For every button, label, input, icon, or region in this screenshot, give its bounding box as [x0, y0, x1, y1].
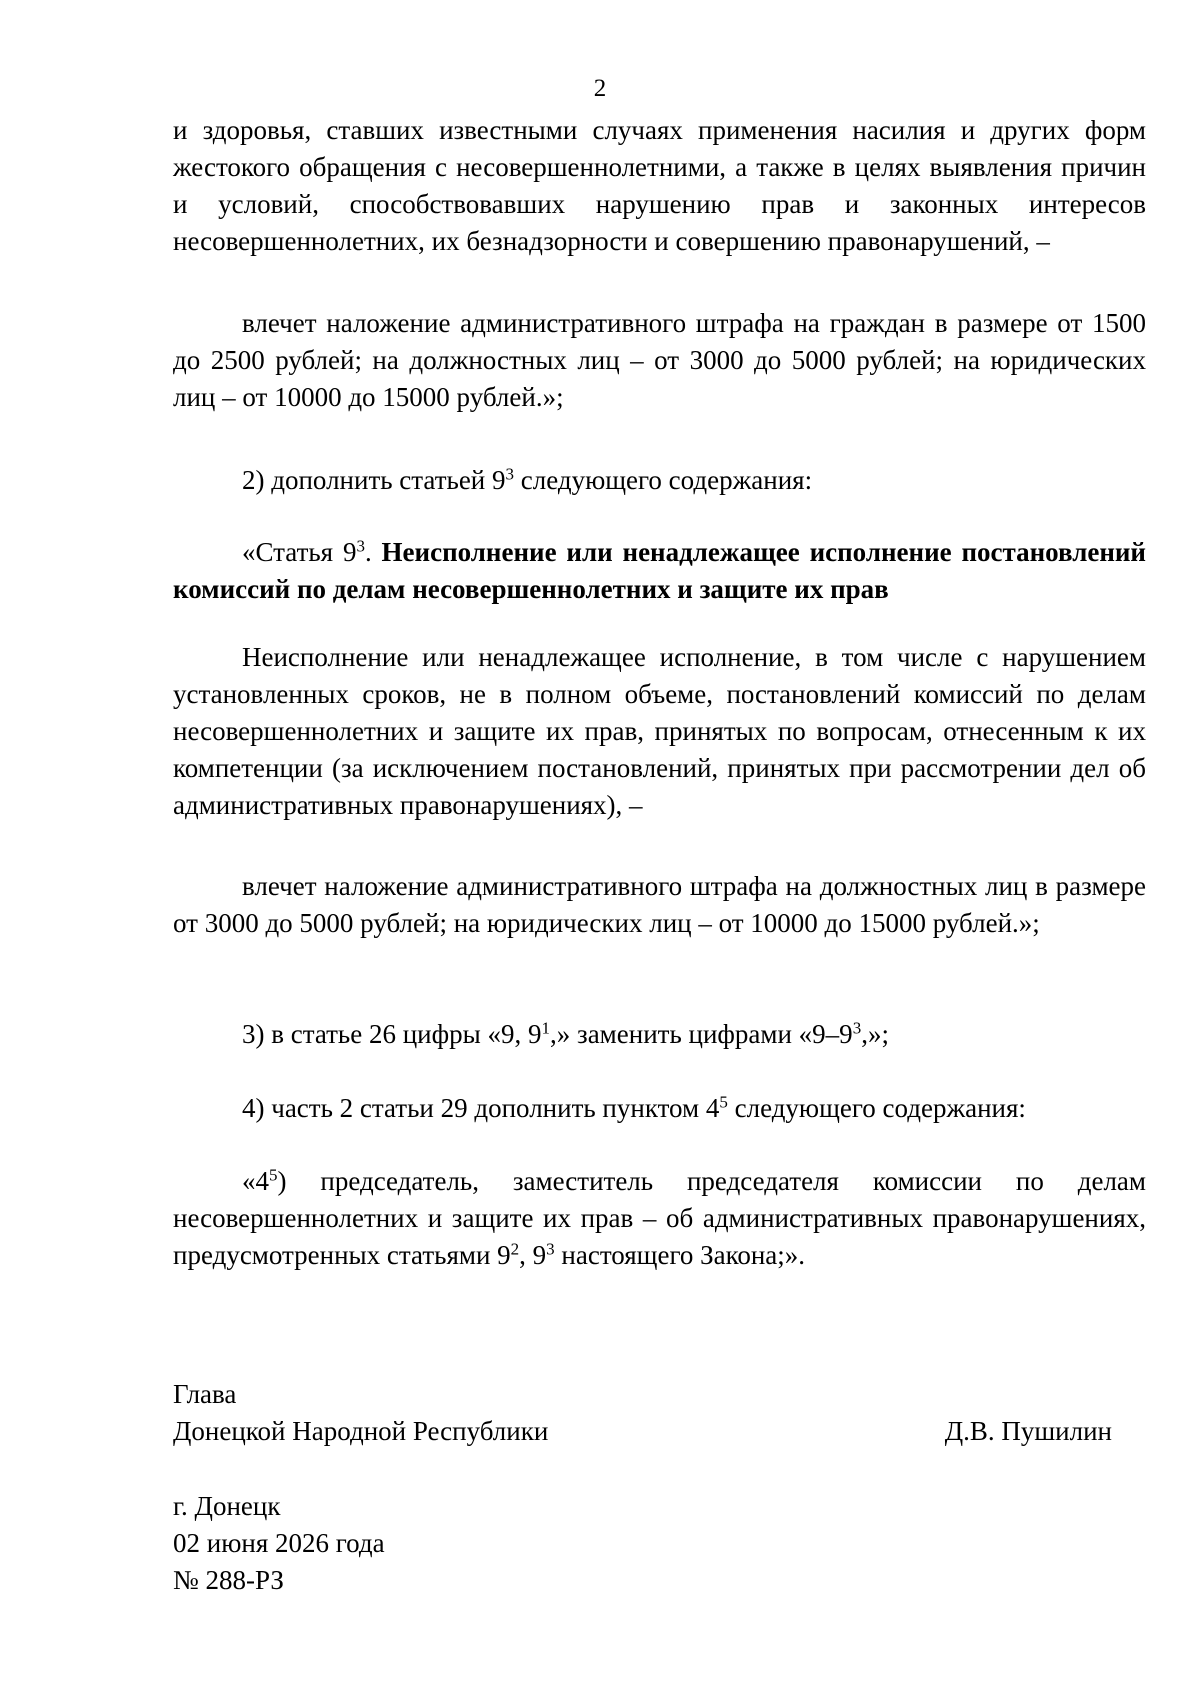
superscript: 1: [541, 1018, 551, 1038]
article-title: Неисполнение или ненадлежащее исполнение постановлений комиссий по делам несовершеннолетних и защите их прав: [173, 537, 1146, 604]
text-run: 3) в статье 26 цифры «9, 9: [242, 1019, 542, 1049]
superscript: 3: [546, 1239, 555, 1259]
paragraph-continuation: [173, 112, 1146, 260]
paragraph-offense: [173, 639, 1146, 824]
page-number: 2: [593, 75, 607, 102]
signature-title-line2: Донецкой Народной Республики: [173, 1416, 549, 1446]
paragraph-text: и здоровья, ставших известными случаях применения насилия и других форм жестокого обращения с несовершеннолетними, а также в целях выявления причин и условий, способствовавших нарушению прав и законных интересов несовершеннолетних, их безнадзорности и совершению правонарушений, –: [173, 115, 1146, 256]
paragraph-penalty-citizens: [173, 305, 1146, 416]
paragraph-text: [173, 1016, 1146, 1053]
paragraph-new-item: [173, 1163, 1146, 1274]
article-heading: [173, 534, 1146, 608]
text-run: 4) часть 2 статьи 29 дополнить пунктом 4: [242, 1093, 720, 1123]
text-run: следующего содержания:: [727, 1093, 1026, 1123]
footer-law-number: № 288-РЗ: [173, 1565, 284, 1595]
paragraph-amendment-4: [173, 1090, 1146, 1127]
superscript: 3: [505, 464, 515, 484]
text-run: ) председатель, заместитель председателя комиссии по делам несовершеннолетних и защите их прав – об административных правонарушениях, предусмотренных статьями 9: [173, 1166, 1146, 1270]
text-run: 2) дополнить статьей 9: [242, 465, 506, 495]
paragraph-penalty-officials: [173, 868, 1146, 942]
signatory-name: Д.В. Пушилин: [944, 1416, 1112, 1446]
paragraph-text: [173, 1163, 1146, 1274]
article-dot: .: [364, 537, 382, 567]
superscript: 5: [269, 1165, 278, 1185]
text-run: ,»;: [861, 1019, 889, 1049]
text-run: следующего содержания:: [514, 465, 813, 495]
paragraph-text: [173, 1090, 1146, 1127]
superscript: 3: [356, 536, 365, 556]
paragraph-text: Неисполнение или ненадлежащее исполнение, в том числе с нарушением установленных сроков, не в полном объеме, постановлений комиссий по делам несовершеннолетних и защите их прав, принятых по вопросам, отнесенным к их компетенции (за исключением постановлений, принятых при рассмотрении дел об административных правонарушениях), –: [173, 642, 1146, 820]
text-run: , 9: [519, 1240, 547, 1270]
article-heading-text: [173, 534, 1146, 608]
text-run: настоящего Закона;».: [554, 1240, 806, 1270]
text-run: ,» заменить цифрами «9–9: [550, 1019, 853, 1049]
article-prefix: «Статья 9: [242, 537, 357, 567]
superscript: 2: [510, 1239, 520, 1259]
superscript: 5: [719, 1092, 728, 1112]
paragraph-text: влечет наложение административного штрафа на граждан в размере от 1500 до 2500 рублей; на должностных лиц – от 3000 до 5000 рублей; на юридических лиц – от 10000 до 15000 рублей.»;: [173, 308, 1146, 412]
footer-date: 02 июня 2026 года: [173, 1528, 385, 1558]
text-run: «4: [242, 1166, 269, 1196]
paragraph-text: [173, 462, 1146, 499]
signature-title-line1: Глава: [173, 1379, 237, 1409]
paragraph-text: влечет наложение административного штрафа на должностных лиц в размере от 3000 до 5000 рублей; на юридических лиц – от 10000 до 15000 рублей.»;: [173, 871, 1146, 938]
superscript: 3: [852, 1018, 862, 1038]
paragraph-amendment-2: [173, 462, 1146, 499]
paragraph-amendment-3: [173, 1016, 1146, 1053]
footer-city: г. Донецк: [173, 1491, 281, 1521]
